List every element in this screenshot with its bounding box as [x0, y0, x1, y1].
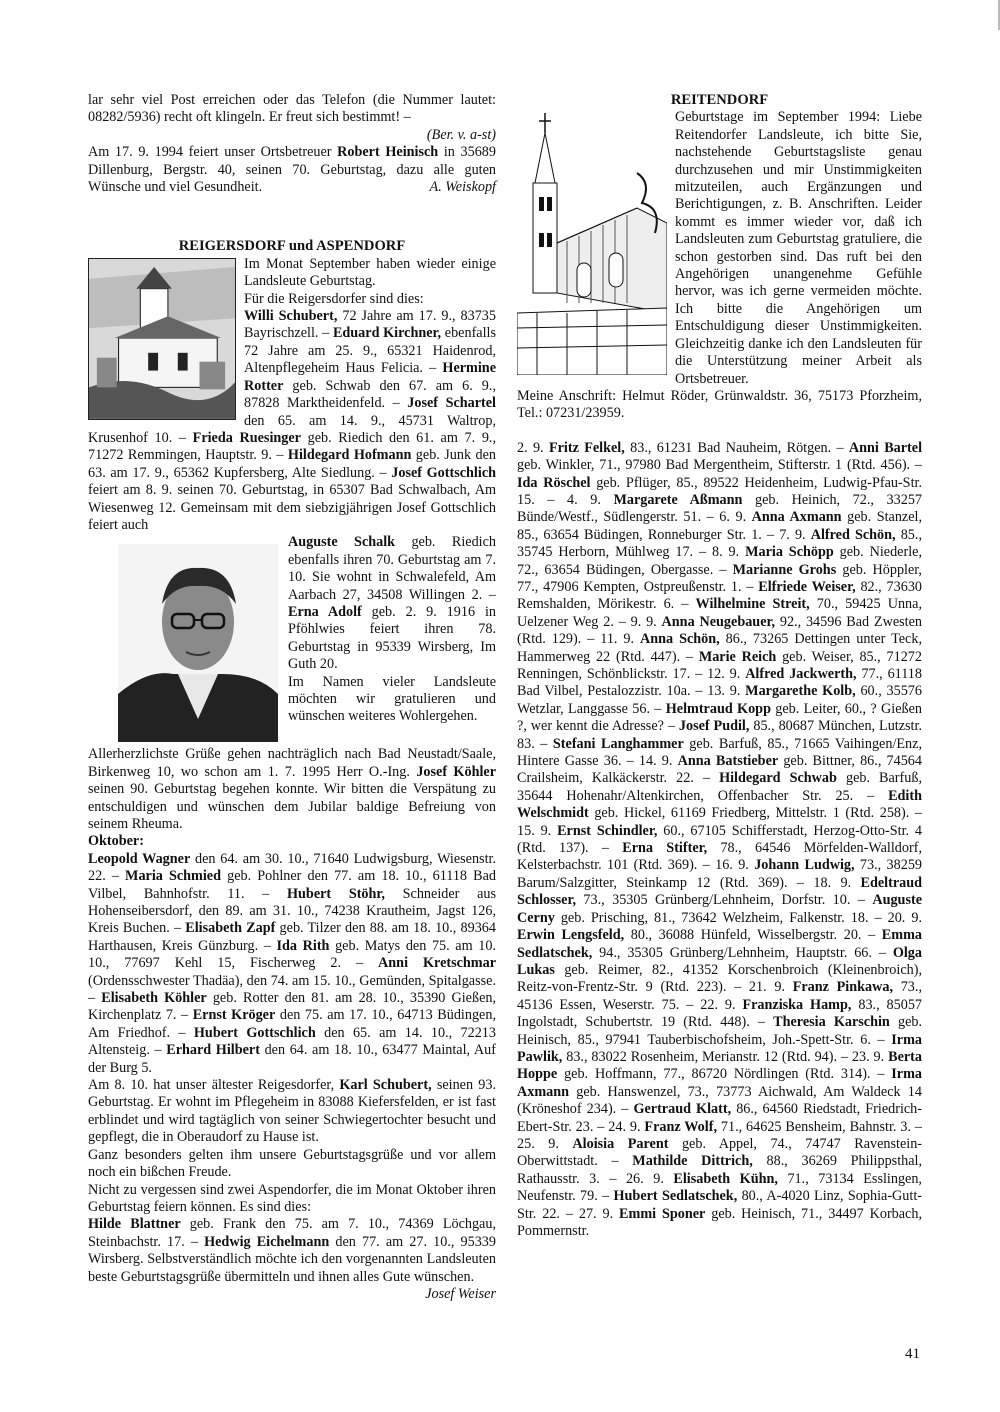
- person-details: 80., 36088 Hünfeld, Wisselbergstr. 20. –: [624, 927, 882, 944]
- person-name: Helmtraud Kopp: [665, 700, 771, 717]
- person-details: 71., 64625 Bensheim, Bahnstr. 3. – 25. 9.: [517, 1118, 922, 1152]
- person-details: 88., 36269 Philippsthal, Rathausstr. 3. – 26. 9.: [517, 1153, 923, 1187]
- reigersdorf-intro: Für die Reigersdorfer sind dies:: [244, 290, 424, 307]
- person-details: geb. Bittner, 86., 74564 Crailsheim, Kalkäckerstr. 22. –: [517, 753, 922, 787]
- person-name: Stefani Langhammer: [552, 735, 684, 752]
- person-details: 83., 85057 Ingolstadt, Schubertstr. 19 (Rtd. 448). –: [517, 996, 922, 1031]
- person-name: Gertraud Klatt,: [633, 1101, 732, 1118]
- person-name: Edeltraud Schlosser,: [517, 874, 922, 909]
- person-name: Emmi Sponer: [619, 1205, 706, 1222]
- person-name: Wilhelmine Streit,: [695, 596, 810, 613]
- october-list: Leopold Wagner den 64. am 30. 10., 71640 Ludwigsburg, Wiesenstr. 22. – Maria Schmied geb. Pohlner den 77. am 18. 10., 61118 Bad Vilbel, Bahnhofstr. 11. – Hubert Stöhr, Schneider aus Hohenseibersdorf, den 89. am 31. 10., 74238 Krautheim, Jagst 126, Kreis Buchen. – Elisabeth Zapf geb. Tilzer den 88. am 18. 10., 89364 Harthausen, Kreis Günzburg. – Ida Rith geb. Matys den 75. am 10. 10., 77697 Kehl 15, Fischerweg 2. – Anni Kretschmar (Ordensschwester Thadäa), den 74. am 15. 10., Gemünden, Spitalgasse. – Elisabeth Köhler geb. Rotter den 81. am 28. 10., 35390 Gießen, Kirchenplatz 7. – Ernst Kröger den 75. am 17. 10., 64713 Büdingen, Am Friedhof. – Hubert Gottschlich den 65. am 14. 10., 72213 Altensteig. – Erhard Hilbert den 64. am 18. 10., 63477 Maintal, Auf der Burg 5.: [88, 850, 497, 1076]
- person-details: 73., 38259 Barum/Salzgitter, Steinkamp 12 (Rtd. 369). – 18. 9.: [517, 857, 922, 891]
- person-details: 71., 73134 Esslingen, Neufenstr. 79. –: [517, 1170, 922, 1205]
- person-name: Anna Neugebauer,: [661, 613, 776, 630]
- person-name: Margarete Aßmann: [613, 491, 743, 508]
- person-name: Anni Bartel: [848, 439, 923, 456]
- person-name: Franz Wolf,: [644, 1118, 717, 1135]
- person-details: geb. Winkler, 71., 97980 Bad Mergentheim, Stifterstr. 1 (Rtd. 456). –: [517, 457, 922, 474]
- person-details: 73., 45136 Essen, Weserstr. 75. – 22. 9.: [517, 979, 922, 1013]
- person-name: Franz Pinkawa,: [792, 979, 894, 996]
- person-details: 60., 67105 Schifferstadt, Herzog-Otto-Str. 4 (Rtd. 137). –: [517, 822, 923, 857]
- person-name: Elfriede Weiser,: [758, 578, 856, 595]
- person-details: 94., 35305 Grünberg/Lehnheim, Hauptstr. 66. –: [592, 944, 893, 961]
- october-heading: Oktober:: [88, 833, 144, 850]
- birthday-notice: Am 17. 9. 1994 feiert unser Ortsbetreuer Robert Heinisch in 35689 Dillenburg, Bergstr. 40, seinen 70. Geburtstag, dazu alle guten Wünsche und viel Gesundheit. A. Weiskopf: [88, 144, 496, 196]
- reitendorf-intro: Geburtstage im September 1994: Liebe Reitendorfer Landsleute, ich bitte Sie, nachstehende Geburtstagsliste genau durchzusehen und mir Unstimmigkeiten mitzuteilen, auch Ergänzungen und Berichtigungen, z. B. Anschriften. Leider kommt es immer wieder vor, daß ich Landsleuten zum Geburtstag gratuliere, die schon gestorben sind. Das ruft bei den Angehörigen unangenehme Gefühle hervor, was ich gerne vermeiden möchte. Ich bitte die Angehörigen um Entschuldigung dieser Unstimmigkeiten. Gleichzeitig danke ich den Landsleuten für die Unterstützung meiner Arbeit als Ortsbetreuer.: [675, 109, 922, 387]
- person-name: Margarethe Kolb,: [745, 683, 856, 700]
- person-details: geb. Pflüger, 85., 89522 Heidenheim, Ludwig-Pfau-Str. 15. – 4. 9.: [517, 474, 922, 508]
- person-details: geb. Weiser, 85., 71272 Renningen, Schönblickstr. 17. – 12. 9.: [517, 648, 922, 682]
- person-name: Anna Axmann: [751, 509, 842, 526]
- person-details: geb. Barfuß, 85., 71665 Vaihingen/Enz, Hintere Gasse 36. – 14. 9.: [517, 735, 922, 770]
- weiser-signature: Josef Weiser: [425, 1285, 496, 1302]
- person-name: Mathilde Dittrich,: [632, 1153, 753, 1170]
- person-name: Irma Pawlik,: [517, 1031, 922, 1065]
- person-details: geb. Appel, 74., 74747 Ravenstein-Oberwittstadt. –: [517, 1135, 923, 1170]
- church-icon: [89, 259, 235, 419]
- person-name: Anna Schön,: [640, 631, 720, 648]
- reigersdorf-list: Willi Schubert, 72 Jahre am 17. 9., 83735 Bayrischzell. – Eduard Kirchner, ebenfalls 72 Jahre am 25. 9., 65321 Haidenrod, Altenpflegeheim Haus Felicia. – Hermine Rotter geb. Schwab den 67. am 6. 9., 87828 Marktheidenfeld. – Josef Schartel den 65. am 14. 9., 45731 Waltrop, Krusenhof 10. – Frieda Ruesinger geb. Riedich den 61. am 7. 9., 71272 Remmingen, Hauptstr. 9. – Hildegard Hofmann geb. Junk den 63. am 17. 9., 65362 Kupfersberg, Alte Siedlung. – Josef Gottschlich feiert am 8. 9. seinen 70. Geburtstag, in 65307 Bad Schwalbach, Am Wiesenweg 12. Gemeinsam mit dem siebzigjährigen Josef Gottschlich feiert auch: [88, 308, 497, 533]
- person-name: Berta Hoppe: [517, 1048, 922, 1083]
- person-name: Josef Pudil,: [678, 718, 750, 735]
- person-name: Marianne Grohs: [732, 561, 837, 578]
- intro-paragraph: lar sehr viel Post erreichen oder das Telefon (die Nummer lautet: 08282/5936) recht oft klingeln. Er freut sich bestimmt! –: [88, 92, 496, 126]
- koehler-paragraph: Allerherzlichste Grüße gehen nachträglich nach Bad Neustadt/Saale, Birkenweg 10, wo schon am 1. 7. 1995 Herr O.-Ing. Josef Köhler seinen 90. Geburtstag begehen konnte. Wir bitten die Verspätung zu entschuldigen und wünschen dem Jubilar baldige Befreiung von seinem Rheuma.: [88, 746, 496, 832]
- person-details: 82., 73630 Remshalden, Mörikestr. 6. –: [517, 578, 923, 613]
- person-name: Anna Batstieber: [677, 753, 779, 770]
- person-name: Maria Schöpp: [745, 544, 834, 561]
- person-details: geb. Niederle, 72., 63654 Büdingen, Obergasse. –: [517, 544, 922, 578]
- september-intro: Im Monat September haben wieder einige Landsleute Geburtstag.: [244, 255, 496, 290]
- person-name: Edith Welschmidt: [517, 787, 922, 822]
- church-illustration: [88, 258, 236, 420]
- person-details: 86., 73265 Dettingen unter Teck, Hammerweg 22 (Rtd. 447). –: [517, 631, 922, 665]
- person-name: Emma Sedlatschek,: [517, 927, 922, 961]
- person-details: 83., 83022 Rosenheim, Merianstr. 12 (Rtd. 94). – 23. 9.: [562, 1048, 889, 1065]
- person-name: Franziska Hamp,: [742, 996, 852, 1013]
- congratulation-paragraph: Im Namen vieler Landsleute möchten wir gratulieren und wünschen weiteres Wohlergehen.: [288, 673, 496, 725]
- greetings-paragraph: Ganz besonders gelten ihm unsere Geburtstagsgrüße und vor allem noch ein bißchen Freude.: [88, 1146, 496, 1181]
- church-tower-illustration: [517, 113, 667, 375]
- person-name: Johann Ludwig,: [754, 857, 855, 874]
- page-number: 41: [905, 1346, 920, 1362]
- person-name: Alfred Jackwerth,: [745, 666, 857, 682]
- reitendorf-birthday-list: 2. 9. Fritz Felkel, 83., 61231 Bad Nauheim, Rötgen. – Anni Bartel geb. Winkler, 71., 97980 Bad Mergentheim, Stifterstr. 1 (Rtd. 456). – Ida Röschel geb. Pflüger, 85., 89522 Heidenheim, Ludwig-Pfau-Str. 15. – 4. 9. Margarete Aßmann geb. Heinich, 72., 33257 Bünde/Westf., Südlengerstr. 51. – 6. 9. Anna Axmann geb. Stanzel, 85., 63654 Büdingen, Ronneburger Str. 1. – 7. 9. Alfred Schön, 85., 35745 Herborn, Mühlweg 17. – 8. 9. Maria Schöpp geb. Niederle, 72., 63654 Büdingen, Obergasse. – Marianne Grohs geb. Höppler, 77., 47906 Kempten, Ostpreußenstr. 1. – Elfriede Weiser, 82., 73630 Remshalden, Mörikestr. 6. – Wilhelmine Streit, 70., 59425 Unna, Uelzener Weg 2. – 9. 9. Anna Neugebauer, 92., 34596 Bad Zwesten (Rtd. 129). – 11. 9. Anna Schön, 86., 73265 Dettingen unter Teck, Hammerweg 22 (Rtd. 447). – Marie Reich geb. Weiser, 85., 71272 Renningen, Schönblickstr. 17. – 12. 9. Alfred Jackwerth, 77., 61118 Bad Vilbel, Pestalozzistr. 10a. – 13. 9. Margarethe Kolb, 60., 35576 Wetzlar, Langgasse 56. – Helmtraud Kopp geb. Leiter, 60., ? Gießen ?, wer kennt die Adresse? – Josef Pudil, 85., 80687 München, Lutzstr. 83. – Stefani Langhammer geb. Barfuß, 85., 71665 Vaihingen/Enz, Hintere Gasse 36. – 14. 9. Anna Batstieber geb. Bittner, 86., 74564 Crailsheim, Kalkäckerstr. 22. – Hildegard Schwab geb. Barfuß, 35644 Hohenahr/Altenkirchen, Offenbacher Str. 25. – Edith Welschmidt geb. Hickel, 61169 Friedberg, Mittelstr. 1 (Rtd. 258). – 15. 9. Ernst Schindler, 60., 67105 Schifferstadt, Herzog-Otto-Str. 4 (Rtd. 137). – Erna Stifter, 78., 64546 Mörfelden-Walldorf, Kelsterbachstr. 101 (Rtd. 369). – 16. 9. Johann Ludwig, 73., 38259 Barum/Salzgitter, Steinkamp 12 (Rtd. 369). – 18. 9. Edeltraud Schlosser, 73., 35305 Grünberg/Lehnheim, Dorfstr. 10. – Auguste Cerny geb. Prisching, 81., 73642 Welzheim, Falkenstr. 18. – 20. 9. Erwin Lengsfeld, 80., 36088 Hünfeld, Wisselbergstr. 20. – Emma Sedlatschek, 94., 35305 Grünberg/Lehnheim, Hauptstr. 66. – Olga Lukas geb. Reimer, 82., 41352 Korschenbroich (Kleinenbroich), Reitz-von-Frentz-Str. 9 (Rtd. 223). – 21. 9. Franz Pinkawa, 73., 45136 Essen, Weserstr. 75. – 22. 9. Franziska Hamp, 83., 85057 Ingolstadt, Schubertstr. 19 (Rtd. 448). – Theresia Karschin geb. Heinisch, 85., 97941 Tauberbischofsheim, Joh.-Spett-Str. 6. – Irma Pawlik, 83., 83022 Rosenheim, Merianstr. 12 (Rtd. 94). – 23. 9. Berta Hoppe geb. Hoffmann, 77., 86720 Nördlingen (Rtd. 314). – Irma Axmann geb. Hanswenzel, 73., 73773 Aichwald, Am Waldeck 14 (Kröneshof 234). – Gertraud Klatt, 86., 64560 Riedstadt, Friedrich-Ebert-Str. 23. – 24. 9. Franz Wolf, 71., 64625 Bensheim, Bahnstr. 3. – 25. 9. Aloisia Parent geb. Appel, 74., 74747 Ravenstein-Oberwittstadt. – Mathilde Dittrich, 88., 36269 Philippsthal, Rathausstr. 3. – 26. 9. Elisabeth Kühn, 71., 73134 Esslingen, Neufenstr. 79. – Hubert Sedlatschek, 80., A-4020 Linz, Sophia-Gutt-Str. 22. – 27. 9. Emmi Sponer geb. Heinisch, 71., 34497 Korbach, Pommernstr.: [517, 439, 923, 1239]
- person-name: Marie Reich: [698, 648, 777, 665]
- person-details: geb. Leiter, 60., ? Gießen ?, wer kennt die Adresse? –: [517, 700, 922, 735]
- person-details: 86., 64560 Riedstadt, Friedrich-Ebert-Str. 23. – 24. 9.: [517, 1101, 922, 1135]
- person-details: geb. Hanswenzel, 73., 73773 Aichwald, Am Waldeck 14 (Kröneshof 234). –: [517, 1083, 922, 1118]
- person-details: geb. Heinich, 72., 33257 Bünde/Westf., Südlengerstr. 51. – 6. 9.: [517, 491, 923, 526]
- person-details: 85., 35745 Herborn, Mühlweg 17. – 8. 9.: [517, 526, 922, 561]
- person-name: Erwin Lengsfeld,: [517, 927, 625, 944]
- person-name: Elisabeth Kühn,: [673, 1170, 778, 1187]
- person-name: Ida Röschel: [517, 474, 591, 491]
- person-name: Hubert Sedlatschek,: [613, 1188, 738, 1205]
- person-details: geb. Stanzel, 85., 63654 Büdingen, Ronneburger Str. 1. – 7. 9.: [517, 509, 922, 543]
- portrait-icon: [118, 544, 278, 742]
- person-name: Hildegard Schwab: [719, 770, 837, 787]
- person-name: Erna Stifter,: [622, 840, 708, 857]
- gottschlich-paragraph: Auguste Schalk geb. Riedich ebenfalls ihren 70. Geburtstag am 7. 10. Sie wohnt in Schwalefeld, Am Aarbach 27, 34508 Willingen 2. – Erna Adolf geb. 2. 9. 1916 in Pföhlwies feiert ihren 78. Geburtstag in 95339 Wirsberg, Im Guth 20.: [288, 534, 496, 673]
- person-details: geb. Hickel, 61169 Friedberg, Mittelstr. 1 (Rtd. 258). – 15. 9.: [517, 805, 922, 839]
- aspendorf-list: Hilde Blattner geb. Frank den 75. am 7. 10., 74369 Löchgau, Steinbachstr. 17. – Hedwig Eichelmann den 77. am 27. 10., 95339 Wirsberg. Selbstverständlich möchte ich den vorgenannten Landsleuten beste Geburtstagsgrüße übermitteln und ihnen alles Gute wünschen. Josef Weiser: [88, 1216, 496, 1302]
- person-name: Auguste Cerny: [517, 892, 922, 926]
- person-name: Fritz Felkel,: [548, 439, 625, 456]
- report-signature: (Ber. v. a-st): [426, 126, 496, 143]
- person-name: Aloisia Parent: [572, 1135, 669, 1152]
- person-details: 83., 61231 Bad Nauheim, Rötgen. –: [624, 439, 849, 456]
- author-signature: A. Weiskopf: [429, 179, 496, 196]
- person-details: geb. Heinisch, 71., 34497 Korbach, Pommernstr.: [517, 1205, 922, 1239]
- karl-schubert-paragraph: Am 8. 10. hat unser ältester Reigesdorfer, Karl Schubert, seinen 93. Geburtstag. Er wohnt im Pflegeheim in 83088 Kiefersfelden, er ist fast erblindet und wird tagtäglich von seiner Schwiegertochter besucht und gepflegt, die in Oberaudorf zu Hause ist.: [88, 1077, 497, 1146]
- person-details: 77., 61118 Bad Vilbel, Pestalozzistr. 10a. – 13. 9.: [517, 666, 922, 700]
- person-name: Irma Axmann: [517, 1066, 922, 1100]
- aspendorf-intro: Nicht zu vergessen sind zwei Aspendorfer, die im Monat Oktober ihren Geburtstag feiern können. Es sind dies:: [88, 1181, 496, 1215]
- person-details: 80., A-4020 Linz, Sophia-Gutt-Str. 22. – 27. 9.: [517, 1188, 923, 1222]
- section-title-reigersdorf: REIGERSDORF und ASPENDORF: [178, 238, 406, 255]
- person-details: geb. Heinisch, 85., 97941 Tauberbischofsheim, Joh.-Spett-Str. 6. –: [517, 1014, 923, 1048]
- left-column: [88, 92, 496, 1303]
- person-details: geb. Hoffmann, 77., 86720 Nördlingen (Rtd. 314). –: [557, 1066, 892, 1083]
- church-tower-icon: [517, 113, 667, 375]
- person-details: 92., 34596 Bad Zwesten (Rtd. 129). – 11. 9.: [517, 613, 922, 648]
- section-title-reitendorf: REITENDORF: [670, 92, 769, 108]
- person-details: 60., 35576 Wetzlar, Langgasse 56. –: [517, 683, 922, 717]
- person-details: 73., 35305 Grünberg/Lehnheim, Dorfstr. 10. –: [576, 892, 873, 909]
- person-name: Theresia Karschin: [773, 1014, 890, 1031]
- right-column: [517, 92, 922, 1240]
- person-details: 85., 80687 München, Lutzstr. 83. –: [517, 718, 922, 752]
- person-details: geb. Barfuß, 35644 Hohenahr/Altenkirchen, Offenbacher Str. 25. –: [517, 770, 922, 804]
- portrait-photo: [118, 544, 278, 742]
- person-name: Ernst Schindler,: [557, 822, 658, 839]
- person-details: 70., 59425 Unna, Uelzener Weg 2. – 9. 9.: [517, 596, 922, 630]
- person-name: Alfred Schön,: [810, 526, 896, 543]
- contact-address: Meine Anschrift: Helmut Röder, Grünwaldstr. 36, 75173 Pforzheim, Tel.: 07231/23959.: [517, 387, 922, 422]
- person-name: Olga Lukas: [517, 944, 922, 978]
- person-details: 78., 64546 Mörfelden-Walldorf, Kelsterbachstr. 101 (Rtd. 369). – 16. 9.: [517, 840, 922, 874]
- person-details: geb. Höppler, 77., 47906 Kempten, Ostpreußenstr. 1. –: [517, 561, 922, 595]
- person-details: geb. Reimer, 82., 41352 Korschenbroich (Kleinenbroich), Reitz-von-Frentz-Str. 9 (Rtd. 223). – 21. 9.: [517, 961, 922, 996]
- person-details: geb. Prisching, 81., 73642 Welzheim, Falkenstr. 18. – 20. 9.: [554, 909, 922, 926]
